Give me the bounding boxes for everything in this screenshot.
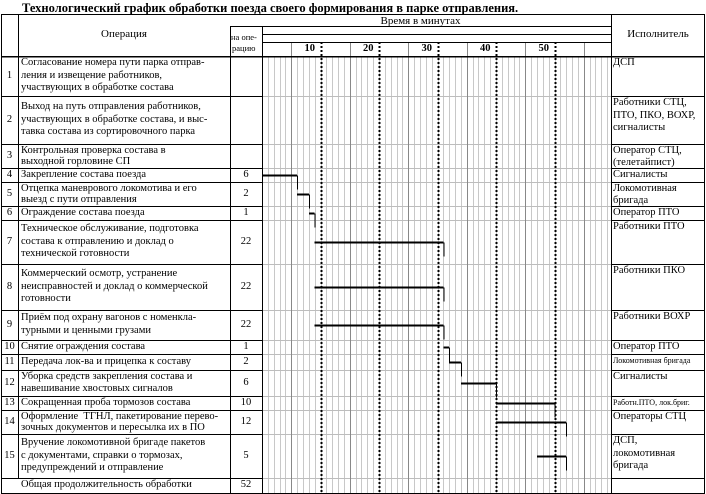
operation-text: Отцепка маневрового локомотива и его выезд с пути отправления (21, 182, 197, 205)
executor-text: Оператор ПТО (613, 207, 680, 218)
operation-text: Сокращенная проба тормозов состава (21, 396, 191, 408)
row-number: 15 (4, 449, 15, 461)
row-number: 13 (4, 396, 15, 408)
operation-duration: 2 (243, 187, 249, 199)
scale-tick-label: 20 (363, 43, 374, 54)
row-number: 6 (6, 206, 13, 218)
row-number: 2 (6, 113, 13, 125)
executor-text: Операторы СТЦ (613, 411, 687, 422)
header-executor: Исполнитель (627, 28, 689, 40)
operation-duration: 12 (240, 415, 252, 427)
row-number: 12 (4, 376, 15, 388)
executor-text: Сигналисты (613, 371, 668, 382)
operation-duration: 1 (243, 206, 249, 218)
operation-text: Закрепление состава поезда (21, 168, 147, 180)
operation-duration: 22 (240, 235, 252, 247)
executor-text: Локомотивная бригада (613, 183, 677, 206)
scale-tick-label: 30 (421, 43, 432, 54)
header-per-op-2: рацию (232, 43, 256, 53)
operation-text: Снятие ограждения состава (21, 340, 146, 352)
header-operation: Операция (101, 28, 147, 40)
header-time: Время в минутах (380, 15, 461, 27)
operation-text: Приём под охрану вагонов с номенкла- турными и ценными грузами (21, 312, 197, 336)
header-per-op: на опе- (231, 32, 257, 42)
executor-text: ДСП (613, 57, 635, 68)
operation-duration: 2 (243, 355, 249, 367)
operation-text: Вручение локомотивной бригаде пакетов с документами, справки о тормозах, предупреждений и отправление (21, 437, 206, 474)
row-number: 11 (4, 355, 15, 367)
operation-duration: 10 (240, 396, 252, 408)
row-number: 8 (6, 280, 13, 292)
operation-duration: 1 (243, 340, 249, 352)
executor-text: Локомотивная бригада (613, 356, 691, 365)
scale-tick-label: 10 (304, 43, 315, 54)
row-number: 3 (6, 149, 13, 161)
operation-text: Согласование номера пути парка отправ- ления и извещение работников, участвующих в обработке состава (21, 57, 205, 94)
operation-text: Выход на путь отправления работников, участвующих в обработке состава, и выс- тавка состава из сортировочного парка (21, 101, 208, 138)
executor-text: Сигналисты (613, 169, 668, 180)
executor-text: Работники ПТО (613, 221, 685, 232)
row-number: 14 (4, 415, 15, 427)
scale-tick-label: 50 (538, 43, 549, 54)
scale-tick-label: 40 (480, 43, 491, 54)
executor-text: Работн.ПТО, лок.бриг. (613, 398, 690, 407)
operation-text: Ограждение состава поезда (21, 206, 145, 218)
operation-text: Уборка средств закрепления состава и навешивание хвостовых сигналов (21, 370, 193, 394)
operation-duration: 6 (243, 376, 249, 388)
total-duration: 52 (240, 479, 252, 490)
row-number: 5 (6, 187, 13, 199)
operation-text: Контрольная проверка состава в выходной горловине СП (21, 144, 166, 167)
operation-duration: 6 (243, 168, 249, 180)
executor-text: Оператор ПТО (613, 341, 680, 352)
operation-text: Коммерческий осмотр, устранение неисправностей и доклад о коммерческой готовности (21, 268, 208, 305)
operation-duration: 22 (240, 318, 252, 330)
total-label: Общая продолжительность обработки (21, 479, 192, 490)
operation-text: Передача лок-ва и прицепка к составу (21, 355, 191, 367)
operation-duration: 22 (240, 280, 252, 292)
row-number: 1 (6, 69, 13, 81)
executor-text: ДСП, локомотивная бригада (613, 435, 676, 472)
operation-text: Оформление ТГНЛ, пакетирование перево- зочных документов и пересылка их в ПО (21, 410, 219, 433)
executor-text: Работники ПКО (613, 265, 686, 276)
row-number: 7 (6, 235, 13, 247)
page-title: Технологический график обработки поезда своего формирования в парке отправления. (22, 1, 519, 15)
operation-text: Техническое обслуживание, подготовка состава к отправлению и доклад о технической готовности (21, 223, 199, 260)
executor-text: Оператор СТЦ, (телетайпист) (613, 145, 682, 168)
operation-duration: 5 (243, 449, 249, 461)
row-number: 4 (6, 168, 13, 180)
row-number: 10 (4, 340, 15, 352)
executor-text: Работники СТЦ, ПТО, ПКО, ВОХР, сигналисты (613, 97, 696, 134)
row-number: 9 (6, 318, 13, 330)
executor-text: Работники ВОХР (613, 311, 691, 322)
